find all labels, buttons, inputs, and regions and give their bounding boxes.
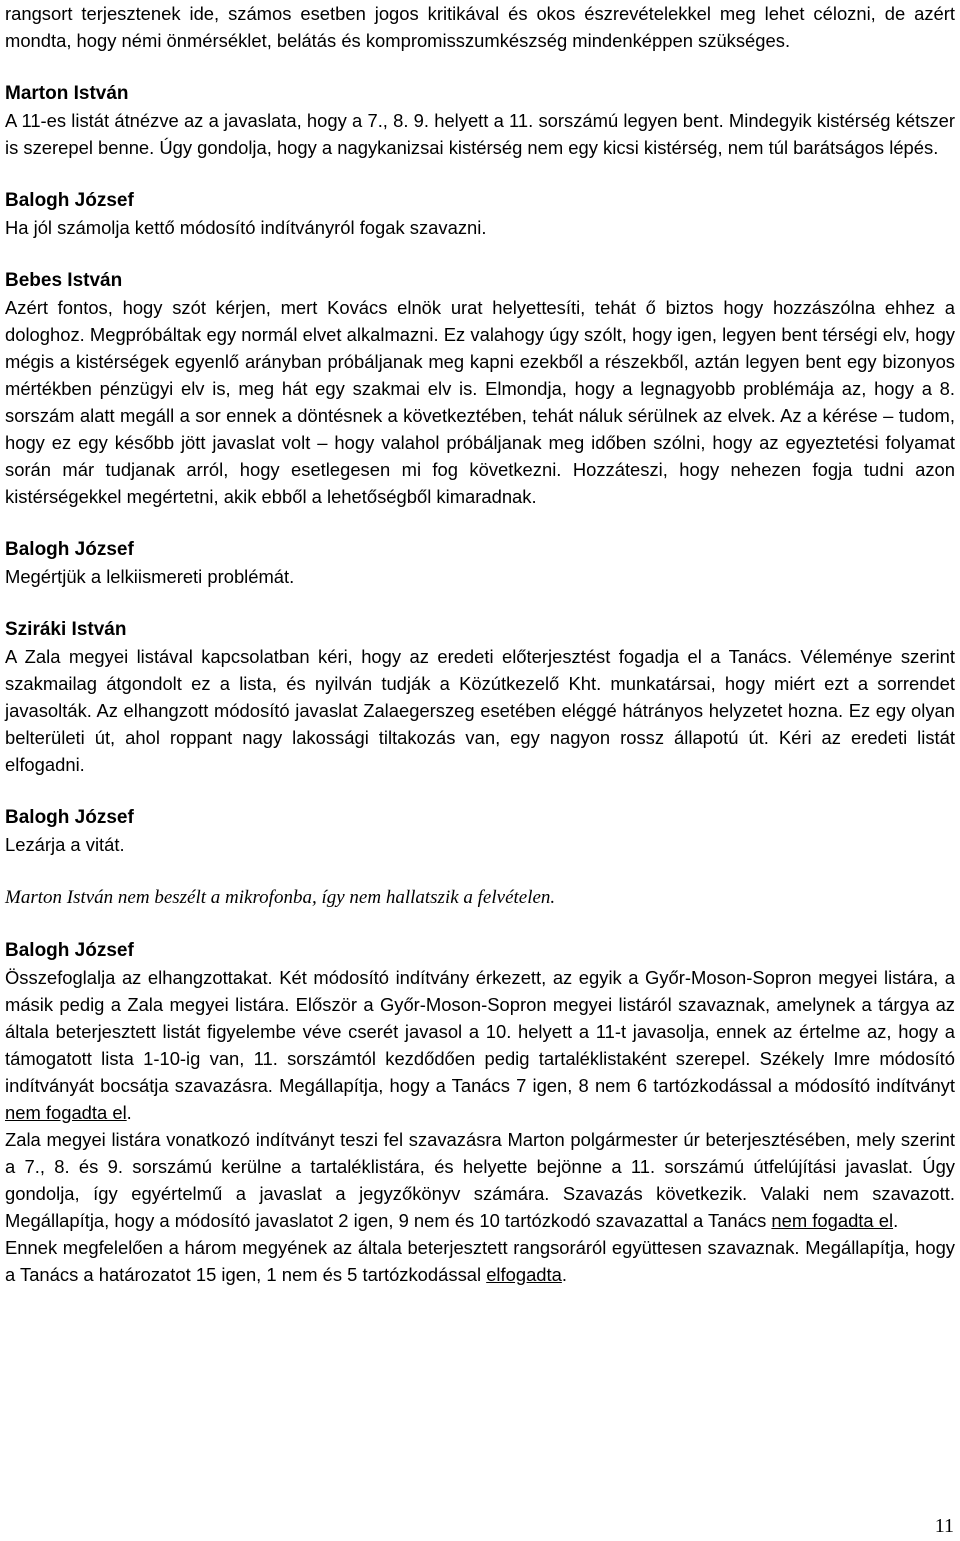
speech-paragraph: Azért fontos, hogy szót kérjen, mert Kovács elnök urat helyettesíti, tehát ő biztos hogy hozzászólna ehhez a dologhoz. Megpróbáltak egy normál elvet alkalmazni. Ez valahogy úgy szólt, hogy igen, legyen bent térségi elv, hogy mégis a kistérségek egyenlő arányban próbáljanak meg kapni ezekből a részekből, aztán legyen bent egy bizonyos mértékben pénzügyi elv is, meg hát egy szakmai elv is. Elmondja, hogy a legnagyobb problémája az, hogy a 8. sorszám alatt megáll a sor ennek a döntésnek a következtében, tehát náluk sérülnek az elvek. Az a kérése – tudom, hogy ez egy később jött javaslat volt – hogy valahol próbáljanak meg időben szólni, hogy az egyeztetési folyamat során már tudjanak arról, hogy esetlegesen mi fog következni. Hozzáteszi, hogy nehezen fogja tudni azon kistérségekkel megértetni, akik ebből a lehetőségből kimaradnak. [5,297,955,507]
speech-paragraph: Lezárja a vitát. [5,834,125,855]
recording-note: Marton István nem beszélt a mikrofonba, így nem hallatszik a felvételen. [5,887,556,908]
vote-result: nem fogadta el [5,1102,127,1123]
speaker-name: Bebes István [5,270,123,291]
speech-paragraph: A Zala megyei listával kapcsolatban kéri, hogy az eredeti előterjesztést fogadja el a Tanács. Véleménye szerint szakmailag átgondolt ez a lista, és nyilván tudják a Közútkezelő Kht. munkatársai, hogy miért ezt a sorrendet javasolták. Az elhangzott módosító javaslat Zalaegerszeg esetében eléggé hátrányos helyzetet hozna. Ez egy olyan belterületi út, ahol roppant nagy lakossági tiltakozás van, egy nagyon rossz állapotú út. Kéri az eredeti listát elfogadni. [5,646,955,775]
intro-paragraph: rangsort terjesztenek ide, számos esetben jogos kritikával és okos észrevételekkel meg lehet célozni, de azért mondta, hogy némi önmérséklet, belátás és kompromisszumkészség mindenképpen szükséges. [5,3,955,51]
speech-paragraph: Ha jól számolja kettő módosító indítványról fogak szavazni. [5,217,487,238]
speaker-name: Balogh József [5,807,134,828]
vote-result: nem fogadta el [771,1210,894,1231]
summary-paragraph [5,964,955,1126]
vote-result: elfogadta [486,1264,562,1285]
summary-text: Ennek megfelelően a három megyének az általa beterjesztett rangsoráról együttesen szavaznak. Megállapítja, hogy a Tanács a határozatot 15 igen, 1 nem és 5 tartózkodással [5,1237,955,1285]
speaker-name: Balogh József [5,539,134,560]
summary-paragraph [5,1126,955,1234]
summary-paragraph [5,1234,955,1288]
punctuation: . [893,1210,899,1231]
punctuation: . [126,1102,132,1123]
speech-paragraph: A 11-es listát átnézve az a javaslata, hogy a 7., 8. 9. helyett a 11. sorszámú legyen bent. Mindegyik kistérség kétszer is szerepel benne. Úgy gondolja, hogy a nagykanizsai kistérség nem egy kicsi kistérség, nem túl barátságos lépés. [5,110,955,158]
punctuation: . [561,1264,567,1285]
summary-text: Zala megyei listára vonatkozó indítványt teszi fel szavazásra Marton polgármester úr beterjesztésében, mely szerint a 7., 8. és 9. sorszámú kerülne a tartaléklistára, és helyette bejönne a 11. sorszámú útfelújítási javaslat. Úgy gondolja, így egyértelmű a javaslat a jegyzőkönyv számára. Szavazás következik. Valaki nem szavazott. Megállapítja, hogy a módosító javaslatot 2 igen, 9 nem és 10 tartózkodó szavazattal a Tanács [5,1129,955,1231]
speaker-name: Balogh József [5,940,134,961]
document-page [5,0,955,1288]
speaker-name: Marton István [5,83,129,104]
speech-paragraph: Megértjük a lelkiismereti problémát. [5,566,295,587]
summary-text: Összefoglalja az elhangzottakat. Két módosító indítvány érkezett, az egyik a Győr-Moson-Sopron megyei listára, a másik pedig a Zala megyei listára. Először a Győr-Moson-Sopron megyei listáról szavaznak, amelynek a tárgya az általa beterjesztett listát figyelembe véve cserét javasol a 10. helyett a 11-t javasolja, ennek az értelme az, hogy a támogatott lista 1-10-ig van, 11. sorszámtól kezdődően pedig tartaléklistaként szerepel. Székely Imre módosító indítványát bocsátja szavazásra. Megállapítja, hogy a Tanács 7 igen, 8 nem 6 tartózkodással a módosító indítványt [5,967,955,1096]
page-number: 11 [934,1515,954,1537]
speaker-name: Balogh József [5,190,134,211]
speaker-name: Sziráki István [5,619,127,640]
